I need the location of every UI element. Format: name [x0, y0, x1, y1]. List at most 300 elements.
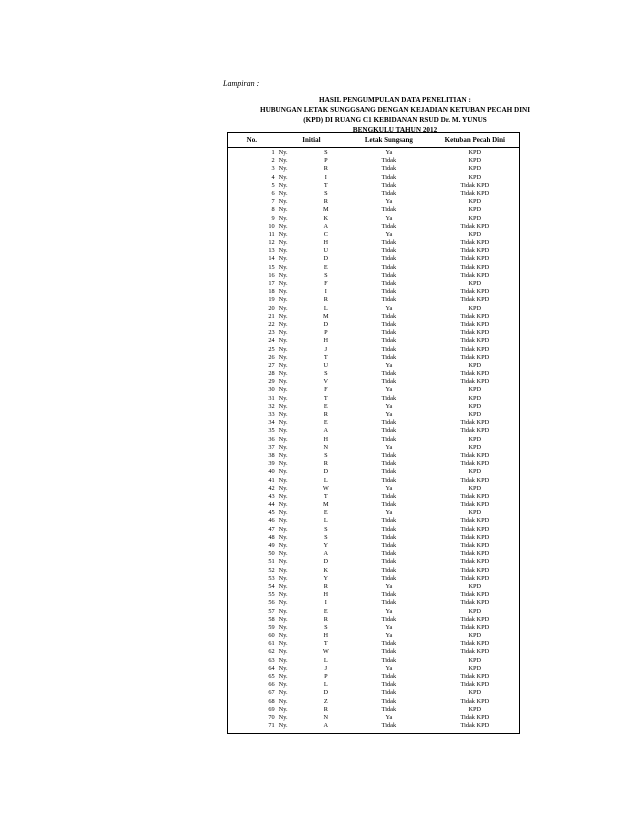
cell-letak-sungsang: Tidak	[381, 271, 397, 279]
cell-initial: S	[324, 451, 328, 459]
cell-ketuban-pecah-dini: Tidak KPD	[460, 550, 490, 558]
table-row	[228, 346, 519, 354]
table-row	[228, 624, 519, 632]
cell-letak-sungsang: Ya	[385, 198, 393, 206]
table-header	[228, 133, 519, 148]
header-initial: Initial	[302, 136, 321, 144]
header-letak-sungsang: Letak Sungsang	[364, 136, 413, 144]
cell-ketuban-pecah-dini: Tidak KPD	[460, 345, 490, 353]
cell-initial: H	[323, 239, 329, 247]
cell-ketuban-pecah-dini: KPD	[468, 173, 482, 181]
cell-no: 14	[268, 255, 275, 263]
cell-title: Ny.	[278, 460, 288, 468]
table-row	[228, 255, 519, 263]
table-row	[228, 673, 519, 681]
cell-no: 44	[268, 501, 275, 509]
cell-title: Ny.	[278, 337, 288, 345]
cell-no: 35	[268, 427, 275, 435]
cell-initial: I	[324, 599, 327, 607]
cell-no: 60	[268, 632, 275, 640]
cell-title: Ny.	[278, 484, 288, 492]
cell-title: Ny.	[278, 411, 288, 418]
table-row	[228, 362, 519, 370]
cell-letak-sungsang: Ya	[385, 713, 393, 721]
cell-initial: D	[323, 558, 329, 566]
header-ketuban-pecah-dini: Ketuban Pecah Dini	[444, 136, 505, 144]
cell-letak-sungsang: Tidak	[381, 460, 397, 468]
cell-no: 23	[268, 329, 275, 337]
cell-title: Ny.	[278, 427, 288, 435]
table-row	[228, 436, 519, 444]
cell-title: Ny.	[278, 370, 288, 378]
cell-letak-sungsang: Ya	[385, 664, 393, 672]
cell-letak-sungsang: Tidak	[381, 542, 397, 549]
table-row	[228, 198, 519, 206]
cell-no: 9	[271, 214, 275, 222]
cell-initial: L	[323, 517, 328, 525]
cell-initial: P	[324, 157, 328, 165]
cell-initial: D	[323, 320, 329, 328]
cell-ketuban-pecah-dini: KPD	[468, 165, 482, 173]
cell-letak-sungsang: Tidak	[381, 394, 397, 402]
cell-no: 6	[271, 189, 275, 197]
table-row	[228, 575, 519, 583]
cell-title: Ny.	[278, 664, 288, 672]
table-row	[228, 272, 519, 280]
cell-initial: R	[323, 411, 328, 418]
cell-title: Ny.	[278, 329, 288, 337]
cell-letak-sungsang: Tidak	[381, 345, 397, 353]
cell-ketuban-pecah-dini: Tidak KPD	[460, 181, 490, 189]
cell-no: 20	[268, 304, 275, 312]
cell-no: 56	[268, 599, 275, 607]
cell-no: 47	[268, 525, 275, 533]
document-title	[215, 95, 575, 135]
cell-no: 25	[268, 345, 275, 353]
cell-letak-sungsang: Ya	[385, 443, 393, 451]
cell-ketuban-pecah-dini: KPD	[468, 386, 482, 394]
cell-initial: E	[323, 263, 328, 271]
table-row	[228, 681, 519, 689]
cell-ketuban-pecah-dini: Tidak KPD	[460, 501, 490, 509]
cell-no: 17	[268, 280, 275, 287]
cell-no: 10	[268, 222, 275, 230]
table-row	[228, 665, 519, 673]
cell-initial: P	[324, 329, 328, 337]
cell-letak-sungsang: Tidak	[381, 263, 397, 271]
cell-initial: D	[323, 689, 329, 697]
table-row	[228, 427, 519, 435]
cell-title: Ny.	[278, 263, 288, 271]
cell-title: Ny.	[278, 558, 288, 566]
cell-title: Ny.	[278, 542, 288, 549]
cell-initial: M	[323, 501, 329, 509]
cell-letak-sungsang: Tidak	[381, 189, 397, 197]
table-row	[228, 313, 519, 321]
cell-ketuban-pecah-dini: KPD	[468, 435, 482, 443]
cell-no: 40	[268, 468, 275, 476]
cell-no: 15	[268, 263, 275, 271]
cell-ketuban-pecah-dini: KPD	[468, 582, 482, 590]
cell-no: 58	[268, 615, 275, 623]
cell-ketuban-pecah-dini: Tidak KPD	[460, 247, 490, 255]
cell-ketuban-pecah-dini: Tidak KPD	[460, 566, 490, 574]
cell-title: Ny.	[278, 632, 288, 640]
cell-ketuban-pecah-dini: Tidak KPD	[460, 681, 490, 689]
cell-initial: L	[323, 304, 328, 312]
table-row	[228, 190, 519, 198]
cell-letak-sungsang: Tidak	[381, 525, 397, 533]
cell-letak-sungsang: Ya	[385, 386, 393, 394]
cell-letak-sungsang: Tidak	[381, 329, 397, 337]
cell-letak-sungsang: Tidak	[381, 370, 397, 378]
cell-title: Ny.	[278, 345, 288, 353]
cell-ketuban-pecah-dini: Tidak KPD	[460, 255, 490, 263]
table-row	[228, 689, 519, 697]
table-row	[228, 411, 519, 419]
cell-letak-sungsang: Ya	[385, 484, 393, 492]
cell-initial: L	[323, 656, 328, 664]
cell-title: Ny.	[278, 566, 288, 574]
cell-title: Ny.	[278, 656, 288, 664]
cell-ketuban-pecah-dini: KPD	[468, 509, 482, 517]
cell-title: Ny.	[278, 599, 288, 607]
cell-initial: Z	[323, 697, 328, 705]
table-row	[228, 223, 519, 231]
cell-title: Ny.	[278, 697, 288, 705]
cell-ketuban-pecah-dini: Tidak KPD	[460, 533, 490, 541]
cell-initial: R	[323, 460, 328, 468]
cell-initial: J	[324, 345, 328, 353]
table-row	[228, 165, 519, 173]
cell-letak-sungsang: Tidak	[381, 427, 397, 435]
table-row	[228, 321, 519, 329]
cell-initial: L	[323, 681, 328, 689]
cell-letak-sungsang: Tidak	[381, 173, 397, 181]
cell-letak-sungsang: Tidak	[381, 247, 397, 255]
cell-initial: A	[323, 222, 329, 230]
header-no: No.	[246, 136, 257, 144]
cell-initial: R	[323, 582, 328, 590]
cell-title: Ny.	[278, 189, 288, 197]
table-row	[228, 517, 519, 525]
cell-no: 48	[268, 533, 275, 541]
cell-ketuban-pecah-dini: KPD	[468, 198, 482, 206]
cell-title: Ny.	[278, 435, 288, 443]
cell-letak-sungsang: Tidak	[381, 574, 397, 582]
cell-letak-sungsang: Ya	[385, 304, 393, 312]
cell-initial: D	[323, 255, 329, 263]
cell-letak-sungsang: Tidak	[381, 320, 397, 328]
cell-ketuban-pecah-dini: Tidak KPD	[460, 329, 490, 337]
cell-initial: N	[323, 713, 329, 721]
cell-no: 66	[268, 681, 275, 689]
cell-no: 3	[271, 165, 275, 173]
cell-initial: H	[323, 435, 329, 443]
table-row	[228, 460, 519, 468]
cell-no: 21	[268, 312, 275, 320]
cell-letak-sungsang: Tidak	[381, 280, 397, 287]
cell-initial: H	[323, 337, 329, 345]
table-row	[228, 583, 519, 591]
cell-title: Ny.	[278, 574, 288, 582]
cell-no: 7	[271, 198, 275, 206]
cell-letak-sungsang: Tidak	[381, 599, 397, 607]
cell-no: 68	[268, 697, 275, 705]
cell-ketuban-pecah-dini: Tidak KPD	[460, 697, 490, 705]
cell-title: Ny.	[278, 533, 288, 541]
cell-initial: K	[323, 566, 329, 574]
cell-initial: E	[323, 419, 328, 427]
table-row	[228, 149, 519, 157]
cell-title: Ny.	[278, 476, 288, 484]
cell-title: Ny.	[278, 173, 288, 181]
cell-letak-sungsang: Tidak	[381, 697, 397, 705]
cell-initial: I	[324, 288, 327, 296]
cell-letak-sungsang: Tidak	[381, 705, 397, 713]
title-line-2: HUBUNGAN LETAK SUNGGSANG DENGAN KEJADIAN KETUBAN PECAH DINI	[259, 106, 531, 114]
cell-ketuban-pecah-dini: Tidak KPD	[460, 599, 490, 607]
cell-letak-sungsang: Ya	[385, 411, 393, 418]
cell-ketuban-pecah-dini: Tidak KPD	[460, 239, 490, 247]
cell-letak-sungsang: Ya	[385, 149, 393, 156]
cell-title: Ny.	[278, 361, 288, 369]
cell-title: Ny.	[278, 517, 288, 525]
cell-title: Ny.	[278, 607, 288, 615]
cell-letak-sungsang: Tidak	[381, 468, 397, 476]
cell-ketuban-pecah-dini: Tidak KPD	[460, 542, 490, 549]
cell-initial: U	[323, 361, 329, 369]
cell-title: Ny.	[278, 640, 288, 648]
cell-initial: D	[323, 468, 329, 476]
cell-no: 51	[268, 558, 275, 566]
cell-initial: A	[323, 550, 329, 558]
table-row	[228, 485, 519, 493]
cell-initial: P	[324, 673, 328, 680]
cell-initial: R	[323, 705, 328, 713]
table-row	[228, 722, 519, 730]
cell-ketuban-pecah-dini: KPD	[468, 214, 482, 222]
cell-ketuban-pecah-dini: Tidak KPD	[460, 558, 490, 566]
table-row	[228, 174, 519, 182]
cell-no: 43	[268, 492, 275, 500]
cell-ketuban-pecah-dini: Tidak KPD	[460, 451, 490, 459]
cell-title: Ny.	[278, 394, 288, 402]
table-row	[228, 288, 519, 296]
cell-ketuban-pecah-dini: Tidak KPD	[460, 722, 490, 730]
table-row	[228, 386, 519, 394]
cell-title: Ny.	[278, 451, 288, 459]
cell-letak-sungsang: Tidak	[381, 435, 397, 443]
cell-initial: W	[322, 484, 329, 492]
cell-letak-sungsang: Tidak	[381, 492, 397, 500]
cell-title: Ny.	[278, 623, 288, 631]
cell-letak-sungsang: Ya	[385, 623, 393, 631]
cell-ketuban-pecah-dini: Tidak KPD	[460, 353, 490, 361]
cell-no: 5	[271, 181, 275, 189]
cell-no: 24	[268, 337, 275, 345]
cell-title: Ny.	[278, 320, 288, 328]
cell-title: Ny.	[278, 181, 288, 189]
cell-no: 38	[268, 451, 275, 459]
title-line-4: BENGKULU TAHUN 2012	[352, 126, 438, 134]
cell-initial: F	[324, 280, 328, 287]
cell-title: Ny.	[278, 296, 288, 304]
cell-no: 71	[268, 722, 275, 730]
cell-ketuban-pecah-dini: KPD	[468, 664, 482, 672]
cell-letak-sungsang: Tidak	[381, 157, 397, 165]
table-row	[228, 714, 519, 722]
cell-title: Ny.	[278, 509, 288, 517]
cell-ketuban-pecah-dini: KPD	[468, 280, 482, 287]
cell-no: 28	[268, 370, 275, 378]
table-row	[228, 632, 519, 640]
cell-no: 62	[268, 648, 275, 656]
cell-title: Ny.	[278, 214, 288, 222]
cell-no: 12	[268, 239, 275, 247]
cell-title: Ny.	[278, 705, 288, 713]
cell-ketuban-pecah-dini: KPD	[468, 484, 482, 492]
cell-title: Ny.	[278, 419, 288, 427]
cell-ketuban-pecah-dini: Tidak KPD	[460, 648, 490, 656]
table-row	[228, 493, 519, 501]
cell-ketuban-pecah-dini: KPD	[468, 468, 482, 476]
cell-title: Ny.	[278, 247, 288, 255]
cell-ketuban-pecah-dini: Tidak KPD	[460, 640, 490, 648]
table-row	[228, 444, 519, 452]
cell-letak-sungsang: Tidak	[381, 501, 397, 509]
cell-title: Ny.	[278, 681, 288, 689]
table-row	[228, 419, 519, 427]
cell-no: 67	[268, 689, 275, 697]
cell-initial: U	[323, 247, 329, 255]
cell-ketuban-pecah-dini: KPD	[468, 304, 482, 312]
cell-initial: H	[323, 591, 329, 599]
cell-no: 29	[268, 378, 275, 386]
cell-initial: S	[324, 525, 328, 533]
cell-ketuban-pecah-dini: Tidak KPD	[460, 476, 490, 484]
table-row	[228, 296, 519, 304]
table-row	[228, 452, 519, 460]
cell-title: Ny.	[278, 443, 288, 451]
cell-no: 31	[268, 394, 275, 402]
cell-letak-sungsang: Ya	[385, 607, 393, 615]
cell-no: 22	[268, 320, 275, 328]
cell-title: Ny.	[278, 501, 288, 509]
cell-title: Ny.	[278, 648, 288, 656]
cell-letak-sungsang: Tidak	[381, 255, 397, 263]
table-row	[228, 280, 519, 288]
cell-letak-sungsang: Ya	[385, 402, 393, 410]
cell-ketuban-pecah-dini: Tidak KPD	[460, 312, 490, 320]
cell-ketuban-pecah-dini: Tidak KPD	[460, 574, 490, 582]
cell-ketuban-pecah-dini: KPD	[468, 157, 482, 165]
lampiran-label: Lampiran :	[223, 79, 260, 88]
table-row	[228, 264, 519, 272]
cell-title: Ny.	[278, 722, 288, 730]
cell-initial: R	[323, 296, 328, 304]
cell-initial: A	[323, 722, 329, 730]
table-row	[228, 231, 519, 239]
cell-no: 59	[268, 623, 275, 631]
cell-initial: Y	[323, 574, 329, 582]
cell-title: Ny.	[278, 582, 288, 590]
cell-title: Ny.	[278, 149, 288, 156]
data-table	[227, 132, 520, 734]
cell-no: 52	[268, 566, 275, 574]
cell-letak-sungsang: Ya	[385, 582, 393, 590]
cell-letak-sungsang: Tidak	[381, 648, 397, 656]
cell-initial: T	[323, 181, 328, 189]
cell-no: 8	[271, 206, 275, 214]
cell-ketuban-pecah-dini: KPD	[468, 411, 482, 418]
cell-ketuban-pecah-dini: Tidak KPD	[460, 288, 490, 296]
cell-initial: K	[323, 214, 329, 222]
table-row	[228, 354, 519, 362]
cell-no: 65	[268, 673, 275, 680]
table-row	[228, 329, 519, 337]
cell-no: 49	[268, 542, 275, 549]
cell-letak-sungsang: Tidak	[381, 337, 397, 345]
cell-ketuban-pecah-dini: Tidak KPD	[460, 623, 490, 631]
cell-initial: Y	[323, 542, 329, 549]
cell-ketuban-pecah-dini: Tidak KPD	[460, 263, 490, 271]
table-row	[228, 657, 519, 665]
cell-no: 69	[268, 705, 275, 713]
cell-initial: E	[323, 402, 328, 410]
cell-ketuban-pecah-dini: KPD	[468, 607, 482, 615]
cell-title: Ny.	[278, 312, 288, 320]
table-row	[228, 247, 519, 255]
cell-ketuban-pecah-dini: Tidak KPD	[460, 189, 490, 197]
cell-ketuban-pecah-dini: Tidak KPD	[460, 517, 490, 525]
cell-title: Ny.	[278, 378, 288, 386]
table-row	[228, 477, 519, 485]
cell-no: 50	[268, 550, 275, 558]
cell-initial: V	[323, 378, 329, 386]
cell-title: Ny.	[278, 550, 288, 558]
cell-no: 33	[268, 411, 275, 418]
table-row	[228, 608, 519, 616]
cell-initial: T	[323, 353, 328, 361]
cell-initial: H	[323, 632, 329, 640]
cell-ketuban-pecah-dini: Tidak KPD	[460, 591, 490, 599]
cell-title: Ny.	[278, 198, 288, 206]
cell-no: 64	[268, 664, 275, 672]
cell-letak-sungsang: Tidak	[381, 615, 397, 623]
cell-no: 70	[268, 713, 275, 721]
cell-title: Ny.	[278, 492, 288, 500]
cell-ketuban-pecah-dini: Tidak KPD	[460, 673, 490, 680]
cell-no: 39	[268, 460, 275, 468]
cell-no: 45	[268, 509, 275, 517]
cell-ketuban-pecah-dini: Tidak KPD	[460, 460, 490, 468]
cell-title: Ny.	[278, 525, 288, 533]
cell-title: Ny.	[278, 591, 288, 599]
cell-ketuban-pecah-dini: KPD	[468, 230, 482, 238]
cell-letak-sungsang: Tidak	[381, 656, 397, 664]
cell-ketuban-pecah-dini: Tidak KPD	[460, 419, 490, 427]
cell-initial: F	[324, 386, 328, 394]
cell-initial: S	[324, 623, 328, 631]
cell-no: 63	[268, 656, 275, 664]
cell-letak-sungsang: Tidak	[381, 181, 397, 189]
cell-letak-sungsang: Tidak	[381, 419, 397, 427]
cell-ketuban-pecah-dini: KPD	[468, 443, 482, 451]
cell-title: Ny.	[278, 255, 288, 263]
cell-title: Ny.	[278, 304, 288, 312]
cell-initial: S	[324, 533, 328, 541]
